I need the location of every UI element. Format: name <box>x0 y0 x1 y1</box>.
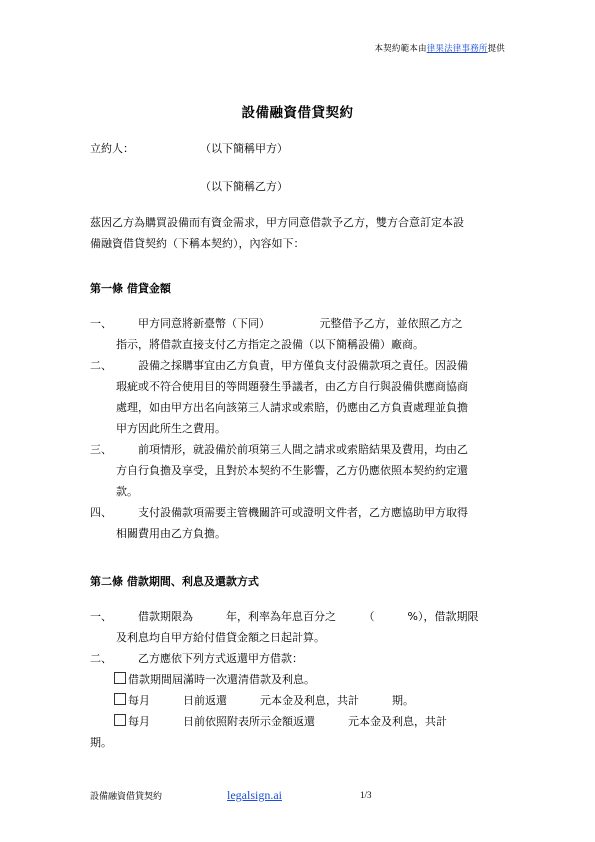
contract-body <box>90 138 505 753</box>
clause-number: 一、 <box>90 610 112 623</box>
clause-line: 前項情形，就設備於前項第三人間之請求或索賠結果及費用，均由乙 <box>116 443 468 456</box>
repayment-option <box>114 711 505 732</box>
option-text: 借款期間屆滿時一次還清借款及利息。 <box>128 673 315 686</box>
option-text: 每月 日前依照附表所示金額返還 元本金及利息，共計 <box>128 715 447 728</box>
document-title: 設備融資借貸契約 <box>241 105 354 121</box>
law-firm-link[interactable]: 律果法律事務所 <box>426 44 488 54</box>
clause-item <box>90 313 505 355</box>
page-number: 1/3 <box>360 790 372 800</box>
section-heading: 第二條 借款期間、利息及還款方式 <box>90 575 259 588</box>
provider-prefix: 本契約範本由 <box>374 44 427 54</box>
provider-suffix: 提供 <box>487 44 505 54</box>
option-text: 每月 日前返還 元本金及利息，共計 期。 <box>128 694 414 707</box>
clause-number: 四、 <box>90 506 112 519</box>
clause-line: 方自行負擔及享受，且對於本契約不生影響，乙方仍應依照本契約約定還 <box>116 464 468 477</box>
clause-line: 處理，如由甲方出名向該第三人請求或索賠，仍應由乙方負責處理並負擔 <box>116 401 468 414</box>
clause-number: 二、 <box>90 359 112 372</box>
party-a-line <box>90 138 505 159</box>
clause-item <box>90 355 505 439</box>
clause-number: 三、 <box>90 443 112 456</box>
party-b-note: （以下簡稱乙方） <box>200 180 288 193</box>
repayment-option <box>114 690 505 711</box>
party-b-line <box>90 176 505 197</box>
clause-line: 瑕疵或不符合使用目的等問題發生爭議者，由乙方自行與設備供應商協商 <box>116 380 468 393</box>
clause-line: 甲方同意將新臺幣（下同） 元整借予乙方，並依照乙方之 <box>116 317 463 330</box>
repayment-option <box>114 669 505 690</box>
option-checkbox[interactable] <box>114 672 126 684</box>
intro-line: 茲因乙方為購買設備而有資金需求，甲方同意借款予乙方，雙方合意訂定本設 <box>90 216 464 229</box>
clause-line: 相關費用由乙方負擔。 <box>116 527 226 540</box>
clause-item <box>90 439 505 502</box>
clause-line: 甲方因此所生之費用。 <box>116 422 226 435</box>
clause-item <box>90 648 505 669</box>
clause-line: 設備之採購事宜由乙方負責，甲方僅負支付設備款項之責任。因設備 <box>116 359 468 372</box>
party-a-note: （以下簡稱甲方） <box>200 142 288 155</box>
clause-line: 款。 <box>116 485 138 498</box>
intro-paragraph <box>90 212 505 254</box>
clause-item <box>90 502 505 544</box>
footer-document-name: 設備融資借貸契約 <box>90 792 163 802</box>
clause-line: 乙方應依下列方式返還甲方借款： <box>116 652 303 665</box>
clause-line: 指示，將借款直接支付乙方指定之設備（以下簡稱設備）廠商。 <box>116 338 424 351</box>
clause-line: 及利息均自甲方給付借貸金額之日起計算。 <box>116 631 325 644</box>
intro-line: 備融資借貸契約（下稱本契約），內容如下： <box>90 237 305 250</box>
clause-number: 二、 <box>90 652 112 665</box>
option-checkbox[interactable] <box>114 693 126 705</box>
option-checkbox[interactable] <box>114 714 126 726</box>
clause-line: 支付設備款項需要主管機關許可或證明文件者，乙方應協助甲方取得 <box>116 506 468 519</box>
option-continuation: 期。 <box>90 736 112 749</box>
footer-site-link[interactable]: legalsign.ai <box>227 788 282 802</box>
clause-number: 一、 <box>90 317 112 330</box>
section-heading: 第一條 借貸金額 <box>90 282 171 295</box>
provider-note <box>374 42 505 54</box>
party-label: 立約人： <box>90 142 134 155</box>
clause-item <box>90 606 505 648</box>
clause-line: 借款期限為 年，利率為年息百分之 （ %），借款期限 <box>116 610 479 623</box>
